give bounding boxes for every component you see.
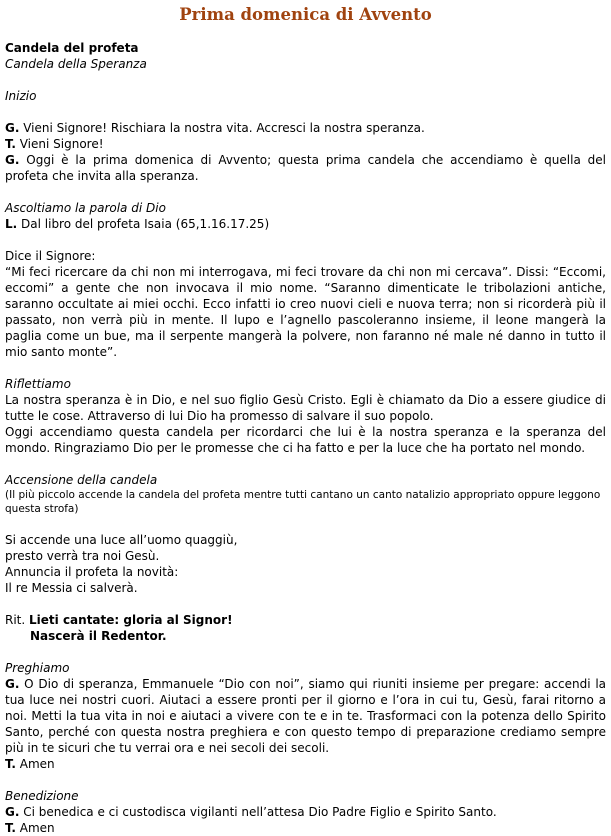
speaker: L. xyxy=(5,217,18,231)
page-title: Prima domenica di Avvento xyxy=(179,5,432,24)
line-text: Amen xyxy=(15,821,55,835)
section-subheading: Candela della Speranza xyxy=(5,57,147,71)
speaker: G. xyxy=(5,153,20,167)
inizio-label: Inizio xyxy=(5,89,37,103)
line-text: O Dio di speranza, Emmanuele “Dio con noi”, siamo qui riuniti insieme per pregare: accendi la tua luce nei nostri cuori. Aiutaci a essere pronti per il giorno e l’ora in cui tu, Gesù, farai ritorno a noi. Metti la tua vita in noi e aiutaci a vivere con te e in te. Trasformaci con la potenza dello Spirito Santo, perché con questa nostra preghiera e con questo tempo di preparazione crediamo sempre più in te sicuri che tu verrai ora e nei secoli dei secoli. xyxy=(5,677,606,755)
preghiamo-label: Preghiamo xyxy=(5,661,70,675)
line-text: Amen xyxy=(15,757,55,771)
verse-line: presto verrà tra noi Gesù. xyxy=(5,549,160,563)
speaker: G. xyxy=(5,121,20,135)
verse-line: Annuncia il profeta la novità: xyxy=(5,565,179,579)
inizio-line-1 xyxy=(5,120,606,136)
parola-label: Ascoltiamo la parola di Dio xyxy=(5,201,166,215)
ritornello-prefix: Rit. xyxy=(5,613,30,627)
speaker: G. xyxy=(5,677,20,691)
inizio-line-3 xyxy=(5,152,606,184)
dice-intro: Dice il Signore: xyxy=(5,249,96,263)
line-text: Vieni Signore! Rischiara la nostra vita. Accresci la nostra speranza. xyxy=(19,121,425,135)
line-text: Ci benedica e ci custodisca vigilanti nell’attesa Dio Padre Figlio e Spirito Santo. xyxy=(19,805,497,819)
accensione-note: (Il più piccolo accende la candela del profeta mentre tutti cantano un canto natalizio appropriato oppure leggono questa strofa) xyxy=(5,489,601,515)
line-text: Oggi è la prima domenica di Avvento; questa prima candela che accendiamo è quella del profeta che invita alla speranza. xyxy=(5,153,606,183)
line-text: Dal libro del profeta Isaia (65,1.16.17.25) xyxy=(17,217,270,231)
benedizione-label: Benedizione xyxy=(5,789,79,803)
verse-line: Si accende una luce all’uomo quaggiù, xyxy=(5,533,238,547)
riflettiamo-paragraph-1: La nostra speranza è in Dio, e nel suo figlio Gesù Cristo. Egli è chiamato da Dio a essere giudice di tutte le cose. Attraverso di lui Dio ha promesso di salvare il suo popolo. xyxy=(5,393,606,423)
benedizione-response xyxy=(5,820,606,836)
benedizione-text xyxy=(5,804,606,820)
speaker: T. xyxy=(5,821,16,835)
scripture-text: “Mi feci ricercare da chi non mi interrogava, mi feci trovare da chi non mi cercava”. Dissi: “Eccomi, eccomi” a gente che non invocava il mio nome. “Saranno dimenticate le tribolazioni antiche, saranno occultate ai miei occhi. Ecco infatti io creo nuovi cieli e nuova terra; non si ricorderà più il passato, non verrà più in mente. Il lupo e l’agnello pascoleranno insieme, il leone mangerà la paglia come un bue, ma il serpente mangerà la polvere, non faranno né male né danno in tutto il mio santo monte”. xyxy=(5,265,606,359)
ritornello xyxy=(5,612,606,628)
parola-line xyxy=(5,216,606,232)
riflettiamo-label: Riflettiamo xyxy=(5,377,71,391)
line-text: Vieni Signore! xyxy=(15,137,104,151)
speaker: T. xyxy=(5,757,16,771)
inizio-line-2 xyxy=(5,136,606,152)
accensione-label: Accensione della candela xyxy=(5,473,158,487)
section-heading: Candela del profeta xyxy=(5,41,139,55)
riflettiamo-paragraph-2: Oggi accendiamo questa candela per ricordarci che lui è la nostra speranza e la speranza del mondo. Ringraziamo Dio per le promesse che ci ha fatto e per la luce che ha portato nel mondo. xyxy=(5,425,606,455)
speaker: T. xyxy=(5,137,16,151)
ritornello-line-2: Nascerà il Redentor. xyxy=(30,629,167,643)
verse-line: Il re Messia ci salverà. xyxy=(5,581,138,595)
ritornello-line-1: Lieti cantate: gloria al Signor! xyxy=(29,613,233,627)
preghiamo-text xyxy=(5,676,606,756)
speaker: G. xyxy=(5,805,20,819)
preghiamo-response xyxy=(5,756,606,772)
